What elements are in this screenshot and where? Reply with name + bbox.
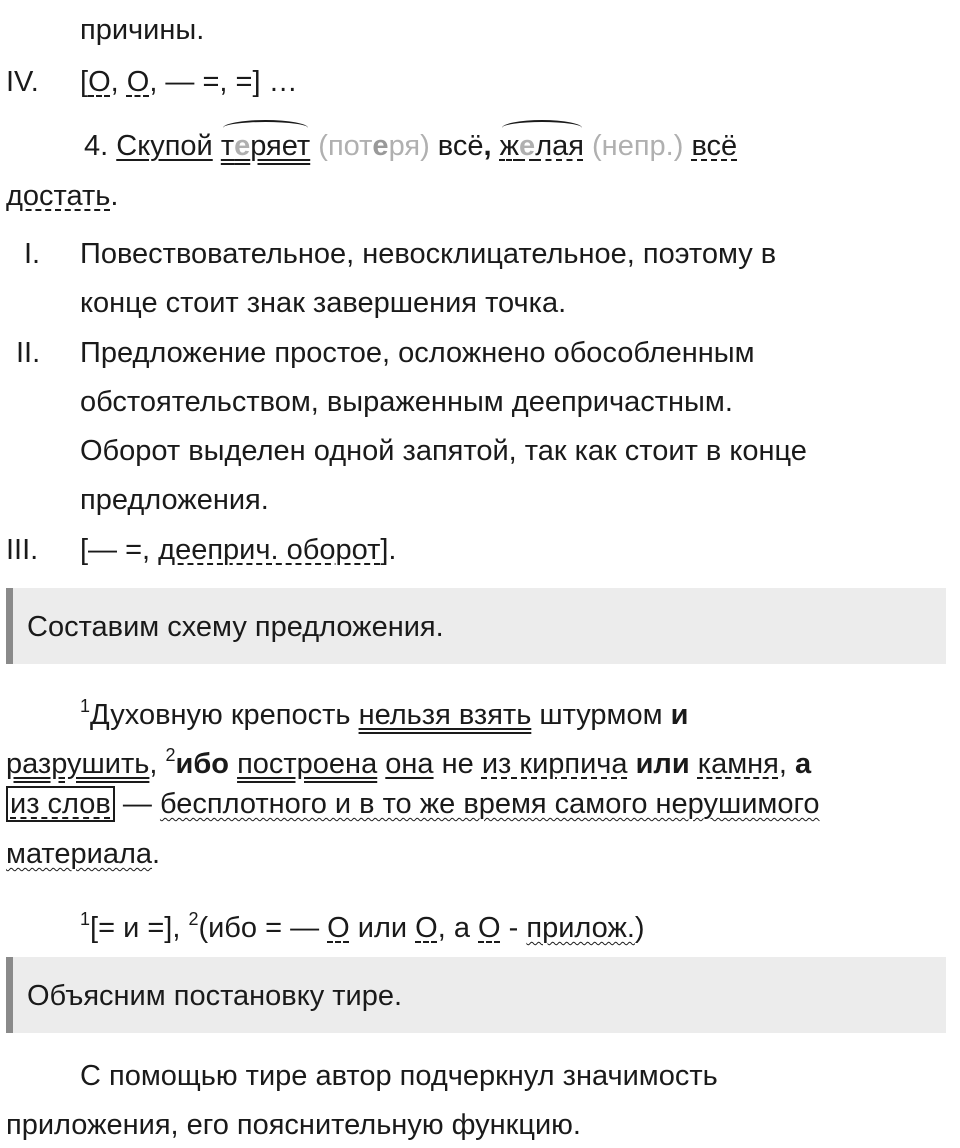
check-word-hint: (непр.) — [592, 130, 684, 162]
predicate-word: разрушить — [6, 748, 150, 780]
scheme-object: О — [327, 912, 350, 944]
analyzed-sentence-cont: разрушить, $^2$ибо построена она не из кирпича или камня, а — [6, 745, 812, 780]
vowel-highlight: е — [519, 130, 536, 162]
scheme-object: О — [478, 912, 501, 944]
example-sentence-4-cont: достать. — [6, 180, 119, 212]
scheme-object: О — [415, 912, 438, 944]
roman-numeral: III. — [6, 534, 39, 566]
text-word: всё — [437, 130, 484, 162]
sentence-scheme: $^1$[= и =], $^2$(ибо = — О или О, а О - прилож.) — [80, 909, 645, 944]
check-word-hint: (потеря) — [318, 130, 430, 162]
clause-index: 2 — [165, 745, 176, 765]
analysis-item-1-cont: конце стоит знак завершения точка. — [80, 287, 567, 319]
apposition-phrase: материала — [6, 838, 153, 870]
conjunction-word: а — [794, 748, 812, 780]
text-line — [80, 12, 204, 48]
vowel-highlight: е — [234, 130, 251, 162]
roman-numeral: IV. — [6, 66, 39, 98]
apposition-phrase: бесплотного и в то же время самого нерушимого — [159, 788, 820, 820]
conjunction-word: и — [670, 699, 689, 731]
predicate-word: построена — [237, 748, 378, 780]
conjunction-word: или — [635, 748, 690, 780]
analyzed-sentence-cont: материала. — [6, 838, 161, 870]
object-word: из кирпича — [481, 748, 628, 780]
analysis-item-2-cont: обстоятельством, выраженным деепричастным. — [80, 386, 733, 418]
adverbial-word: достать — [6, 180, 111, 212]
root-arc-mark — [502, 120, 582, 136]
analyzed-sentence-cont: из слов — бесплотного и в то же время самого нерушимого — [6, 786, 820, 822]
comma-mark: , — [483, 130, 492, 162]
analysis-item-2-cont: Оборот выделен одной запятой, так как стоит в конце — [80, 435, 807, 467]
clause-index: 1 — [80, 696, 91, 716]
section-heading: Составим схему предложения. — [27, 611, 444, 643]
predicate-word: теряет — [221, 128, 310, 164]
analysis-item-2: Предложение простое, осложнено обособленным — [80, 337, 755, 369]
example-number: 4. — [84, 130, 117, 162]
analyzed-sentence: $^1$Духовную крепость нельзя взять штурмом и — [80, 696, 689, 731]
clause-index: 2 — [188, 909, 199, 929]
boxed-object-word: из слов — [6, 786, 115, 822]
section-heading: Объясним постановку тире. — [27, 980, 403, 1012]
scheme-participle: дееприч. оборот — [158, 534, 381, 566]
scheme-object: О — [88, 66, 111, 98]
conjunction-word: ибо — [175, 748, 229, 780]
conclusion-text-cont: приложения, его пояснительную функцию. — [6, 1109, 581, 1141]
scheme-apposition: прилож. — [526, 912, 635, 944]
adverbial-word: желая — [500, 128, 584, 164]
object-word: камня — [697, 748, 779, 780]
analysis-item-1: Повествовательное, невосклицательное, поэтому в — [80, 238, 777, 270]
example-sentence-4 — [84, 128, 737, 164]
analysis-item-3: [— =, дееприч. оборот]. — [80, 534, 397, 566]
subject-word: она — [385, 748, 434, 780]
analysis-item-2-cont: предложения. — [80, 484, 269, 516]
root-arc-mark — [223, 120, 308, 136]
clause-index: 1 — [80, 909, 91, 929]
roman-numeral: I. — [24, 238, 41, 270]
section-banner — [6, 957, 946, 1033]
text-fragment: причины. — [80, 14, 205, 46]
predicate-word: нельзя взять — [358, 699, 532, 731]
section-banner — [6, 588, 946, 664]
scheme-object: О — [126, 66, 150, 98]
adverbial-word: всё — [691, 130, 738, 162]
roman-numeral: II. — [16, 337, 41, 369]
sentence-scheme: [О, О, — =, =] … — [80, 66, 298, 98]
conclusion-text: С помощью тире автор подчеркнул значимость — [80, 1060, 718, 1092]
subject-word: Скупой — [116, 130, 213, 162]
